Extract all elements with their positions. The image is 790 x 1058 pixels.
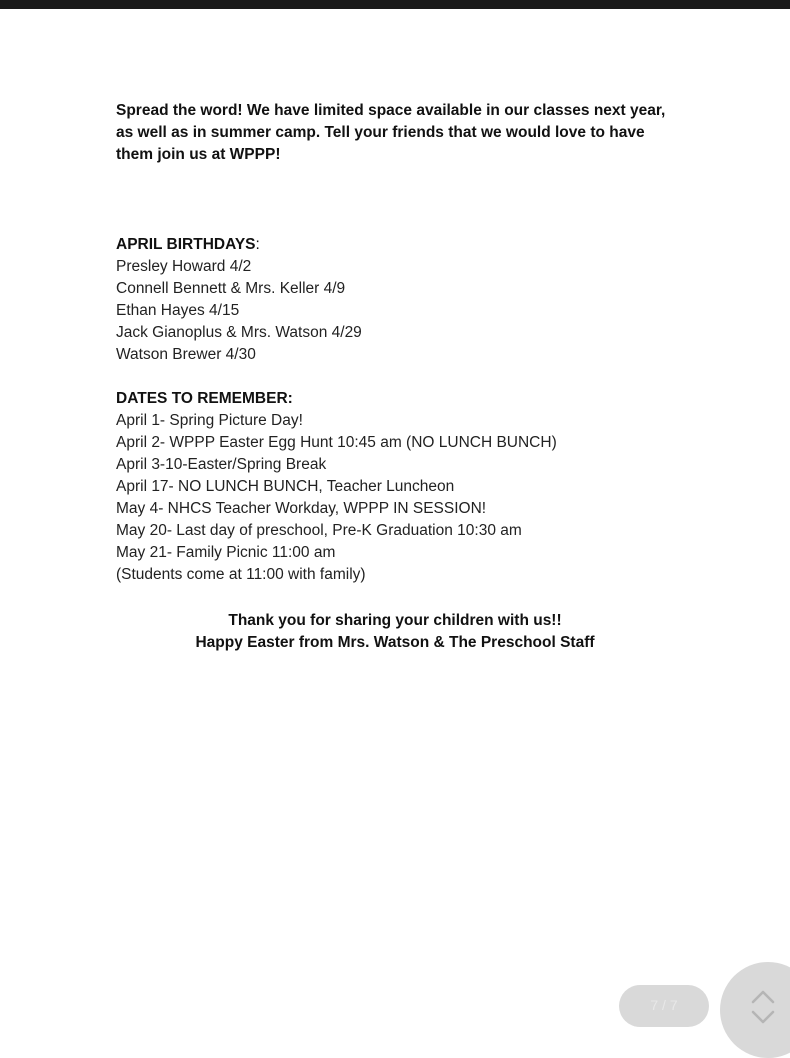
dates-heading: DATES TO REMEMBER:: [116, 390, 293, 407]
closing-line-2: Happy Easter from Mrs. Watson & The Preschool Staff: [195, 634, 595, 651]
chevron-up-down-icon: [750, 988, 776, 1024]
birthdays-section: [116, 234, 676, 366]
dates-list: [116, 410, 676, 586]
closing-line-1: Thank you for sharing your children with us!!: [228, 612, 562, 629]
intro-line-3: them join us at WPPP!: [116, 146, 281, 163]
list-item: Jack Gianoplus & Mrs. Watson 4/29: [116, 324, 362, 341]
birthdays-heading-colon: :: [255, 236, 260, 253]
dates-section: [116, 388, 676, 586]
list-item: May 4- NHCS Teacher Workday, WPPP IN SESSION!: [116, 500, 487, 517]
intro-line-2: as well as in summer camp. Tell your friends that we would love to have: [116, 124, 645, 141]
list-item: Presley Howard 4/2: [116, 258, 252, 275]
list-item: May 21- Family Picnic 11:00 am: [116, 544, 336, 561]
birthdays-heading-text: APRIL BIRTHDAYS: [116, 236, 256, 253]
list-item: May 20- Last day of preschool, Pre-K Graduation 10:30 am: [116, 522, 522, 539]
list-item: April 17- NO LUNCH BUNCH, Teacher Luncheon: [116, 478, 455, 495]
intro-line-1: Spread the word! We have limited space available in our classes next year,: [116, 102, 666, 119]
list-item: Connell Bennett & Mrs. Keller 4/9: [116, 280, 346, 297]
list-item: April 2- WPPP Easter Egg Hunt 10:45 am (NO LUNCH BUNCH): [116, 434, 557, 451]
page-nav-button[interactable]: [720, 962, 790, 1058]
list-item: Ethan Hayes 4/15: [116, 302, 240, 319]
birthdays-list: [116, 256, 676, 366]
page-indicator[interactable]: 7 / 7: [619, 985, 709, 1027]
list-item: Watson Brewer 4/30: [116, 346, 256, 363]
top-bar: [0, 0, 790, 9]
list-item: (Students come at 11:00 with family): [116, 566, 366, 583]
intro-paragraph: [116, 100, 696, 166]
list-item: April 1- Spring Picture Day!: [116, 412, 303, 429]
birthdays-heading: [116, 234, 676, 256]
list-item: April 3-10-Easter/Spring Break: [116, 456, 327, 473]
